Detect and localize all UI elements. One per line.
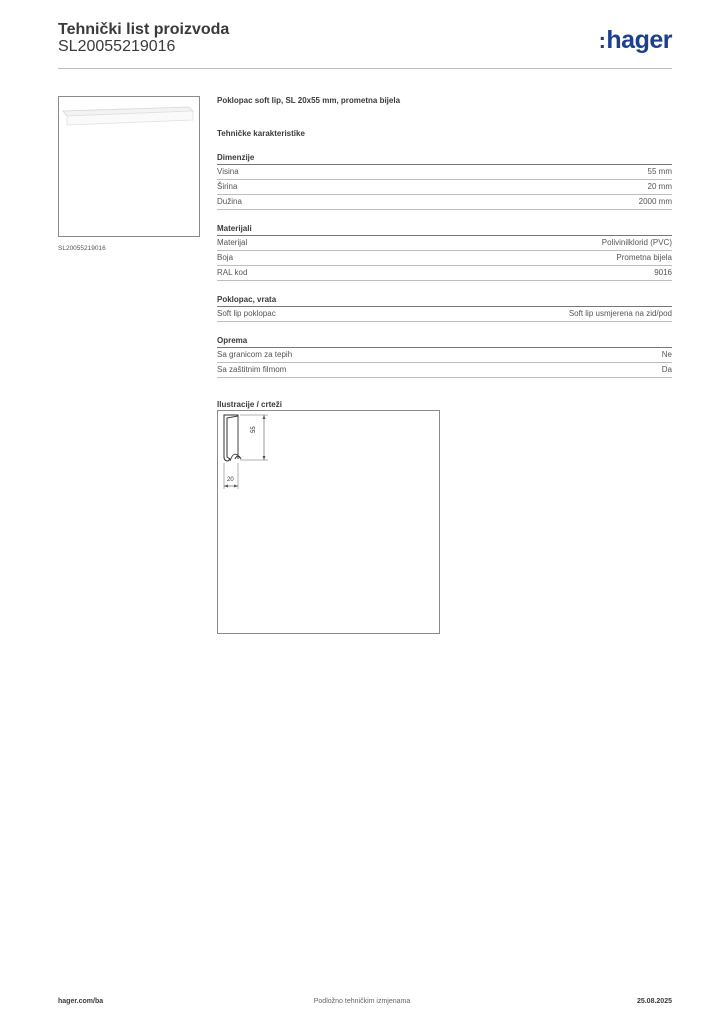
spec-row (217, 195, 672, 210)
spec-row (217, 348, 672, 363)
spec-label: Soft lip poklopac (217, 309, 276, 318)
cover-profile-image (59, 97, 199, 236)
spec-value: 9016 (654, 268, 672, 277)
footer-date: 25.08.2025 (636, 998, 672, 1005)
product-image (58, 96, 200, 237)
spec-label: Sa zaštitnim filmom (217, 365, 287, 374)
spec-label: Dužina (217, 197, 242, 206)
footer-disclaimer: Podložno tehničkim izmjenama (313, 998, 411, 1005)
spec-value: Prometna bijela (616, 253, 672, 262)
hager-logo (599, 26, 672, 55)
section-title: Poklopac, vrata (217, 295, 672, 307)
logo-text: hager (606, 26, 672, 54)
header-divider (58, 68, 672, 69)
footer-website: hager.com/ba (58, 998, 104, 1005)
section-cover-door (217, 295, 672, 322)
section-dimensions (217, 153, 672, 210)
product-code: SL20055219016 (58, 38, 176, 55)
dimension-width-label: 20 (227, 477, 234, 483)
spec-value: 20 mm (647, 182, 672, 191)
spec-row (217, 251, 672, 266)
spec-value: Soft lip usmjerena na zid/pod (568, 309, 672, 318)
section-equipment (217, 336, 672, 378)
spec-row (217, 180, 672, 195)
product-name: Poklopac soft lip, SL 20x55 mm, prometna bijela (217, 96, 401, 105)
spec-label: RAL kod (217, 268, 248, 277)
spec-label: Sa granicom za tepih (217, 350, 293, 359)
spec-label: Boja (217, 253, 234, 262)
spec-row (217, 363, 672, 378)
spec-value: 55 mm (647, 167, 672, 176)
spec-value: 2000 mm (638, 197, 672, 206)
cross-section-drawing (218, 411, 439, 633)
spec-content (217, 96, 672, 409)
spec-label: Materijal (217, 238, 248, 247)
spec-label: Visina (217, 167, 239, 176)
spec-value: Ne (661, 350, 672, 359)
illustration-drawing (217, 410, 440, 634)
spec-row (217, 165, 672, 180)
spec-value: Da (661, 365, 672, 374)
section-materials (217, 224, 672, 281)
section-title: Oprema (217, 336, 672, 348)
tech-characteristics-title: Tehničke karakteristike (217, 129, 305, 138)
spec-label: Širina (217, 182, 238, 191)
spec-row (217, 236, 672, 251)
page-title: Tehnički list proizvoda (58, 21, 230, 38)
spec-value: Polivinilklorid (PVC) (601, 238, 672, 247)
section-title: Dimenzije (217, 153, 672, 165)
spec-row (217, 307, 672, 322)
illustrations-title: Ilustracije / crteži (217, 400, 282, 409)
logo-colon-icon: : (598, 28, 606, 53)
section-title: Materijali (217, 224, 672, 236)
spec-row (217, 266, 672, 281)
product-image-caption: SL20055219016 (58, 245, 106, 252)
dimension-height-label: 55 (251, 426, 257, 433)
